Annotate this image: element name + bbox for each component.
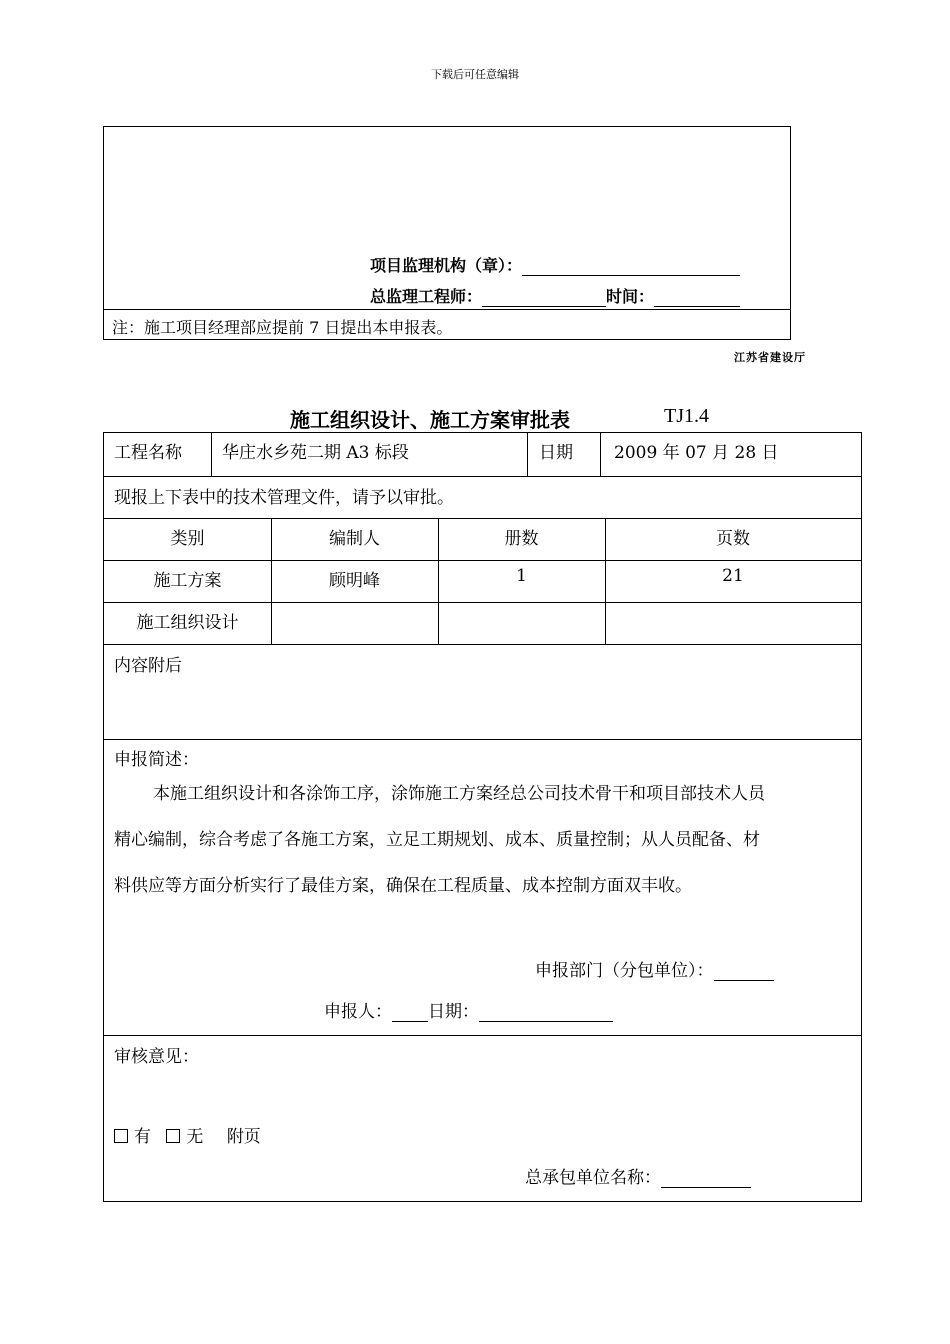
applicant-date-label: 日期：	[428, 1002, 479, 1022]
chief-engineer-line	[482, 288, 606, 307]
supervision-org-line	[522, 257, 740, 276]
applicant-row	[324, 997, 613, 1022]
time-label: 时间：	[606, 287, 655, 306]
statement-label: 申报简述：	[114, 750, 199, 770]
attachment-options	[114, 1122, 261, 1147]
contractor-label: 总承包单位名称：	[525, 1168, 661, 1188]
review-label: 审核意见：	[114, 1047, 199, 1067]
option-no-label: 无	[186, 1127, 204, 1147]
option-suffix: 附页	[226, 1127, 261, 1147]
statement-line-2: 精心编制，综合考虑了各施工方案，立足工期规划、成本、质量控制；从人员配备、材	[114, 830, 760, 850]
row1-category: 施工方案	[153, 571, 222, 591]
project-name-label: 工程名称	[114, 443, 182, 463]
row-line	[104, 518, 861, 519]
row-line	[104, 602, 861, 603]
row1-author: 顾明峰	[329, 571, 380, 591]
row-line	[104, 476, 861, 477]
header-note: 下载后可任意编辑	[431, 68, 519, 81]
row-line	[104, 1035, 861, 1036]
intro-text: 现报上下表中的技术管理文件，请予以审批。	[114, 488, 454, 508]
statement-line-1: 本施工组织设计和各涂饰工序，涂饰施工方案经总公司技术骨干和项目部技术人员	[153, 784, 765, 804]
row1-pages: 21	[722, 566, 744, 586]
attachment-note: 内容附后	[114, 656, 182, 676]
row2-category: 施工组织设计	[136, 613, 239, 633]
row-line	[104, 739, 861, 740]
issuer-label: 江苏省建设厅	[734, 351, 806, 364]
dept-line	[714, 962, 774, 981]
applicant-date-line	[479, 1003, 613, 1022]
date-value: 2009 年 07 月 28 日	[614, 443, 779, 463]
form-code: TJ1.4	[664, 405, 709, 427]
statement-line-3: 料供应等方面分析实行了最佳方案，确保在工程质量、成本控制方面双丰收。	[114, 876, 692, 896]
chief-engineer-row	[370, 284, 740, 307]
supervision-org-label: 项目监理机构（章）：	[370, 256, 523, 275]
time-line	[654, 288, 740, 307]
col-header-category: 类别	[170, 529, 205, 549]
checkbox-yes[interactable]	[114, 1129, 128, 1143]
row-line	[104, 560, 861, 561]
row-line	[104, 644, 861, 645]
dept-label: 申报部门（分包单位）：	[535, 961, 714, 981]
checkbox-no[interactable]	[166, 1129, 180, 1143]
supervision-box	[103, 126, 791, 340]
date-label: 日期	[539, 443, 573, 463]
col-header-volumes: 册数	[504, 529, 539, 549]
col-line	[600, 433, 601, 476]
approval-table	[103, 432, 862, 1202]
project-name-value: 华庄水乡苑二期 A3 标段	[222, 443, 409, 463]
contractor-line	[661, 1169, 751, 1188]
col-header-author: 编制人	[329, 529, 380, 549]
dept-row	[535, 956, 774, 981]
row1-volumes: 1	[516, 566, 527, 586]
chief-engineer-label: 总监理工程师：	[370, 287, 483, 306]
box-divider	[104, 309, 790, 310]
col-header-pages: 页数	[716, 529, 750, 549]
col-line	[527, 433, 528, 476]
contractor-row	[525, 1163, 751, 1188]
applicant-line	[392, 1003, 428, 1022]
supervision-org-row	[370, 253, 740, 276]
col-line	[211, 433, 212, 476]
notice-text: 注：施工项目经理部应提前 7 日提出本申报表。	[112, 318, 453, 337]
form-title: 施工组织设计、施工方案审批表	[290, 408, 570, 432]
applicant-label: 申报人：	[324, 1002, 392, 1022]
option-yes-label: 有	[134, 1127, 151, 1147]
